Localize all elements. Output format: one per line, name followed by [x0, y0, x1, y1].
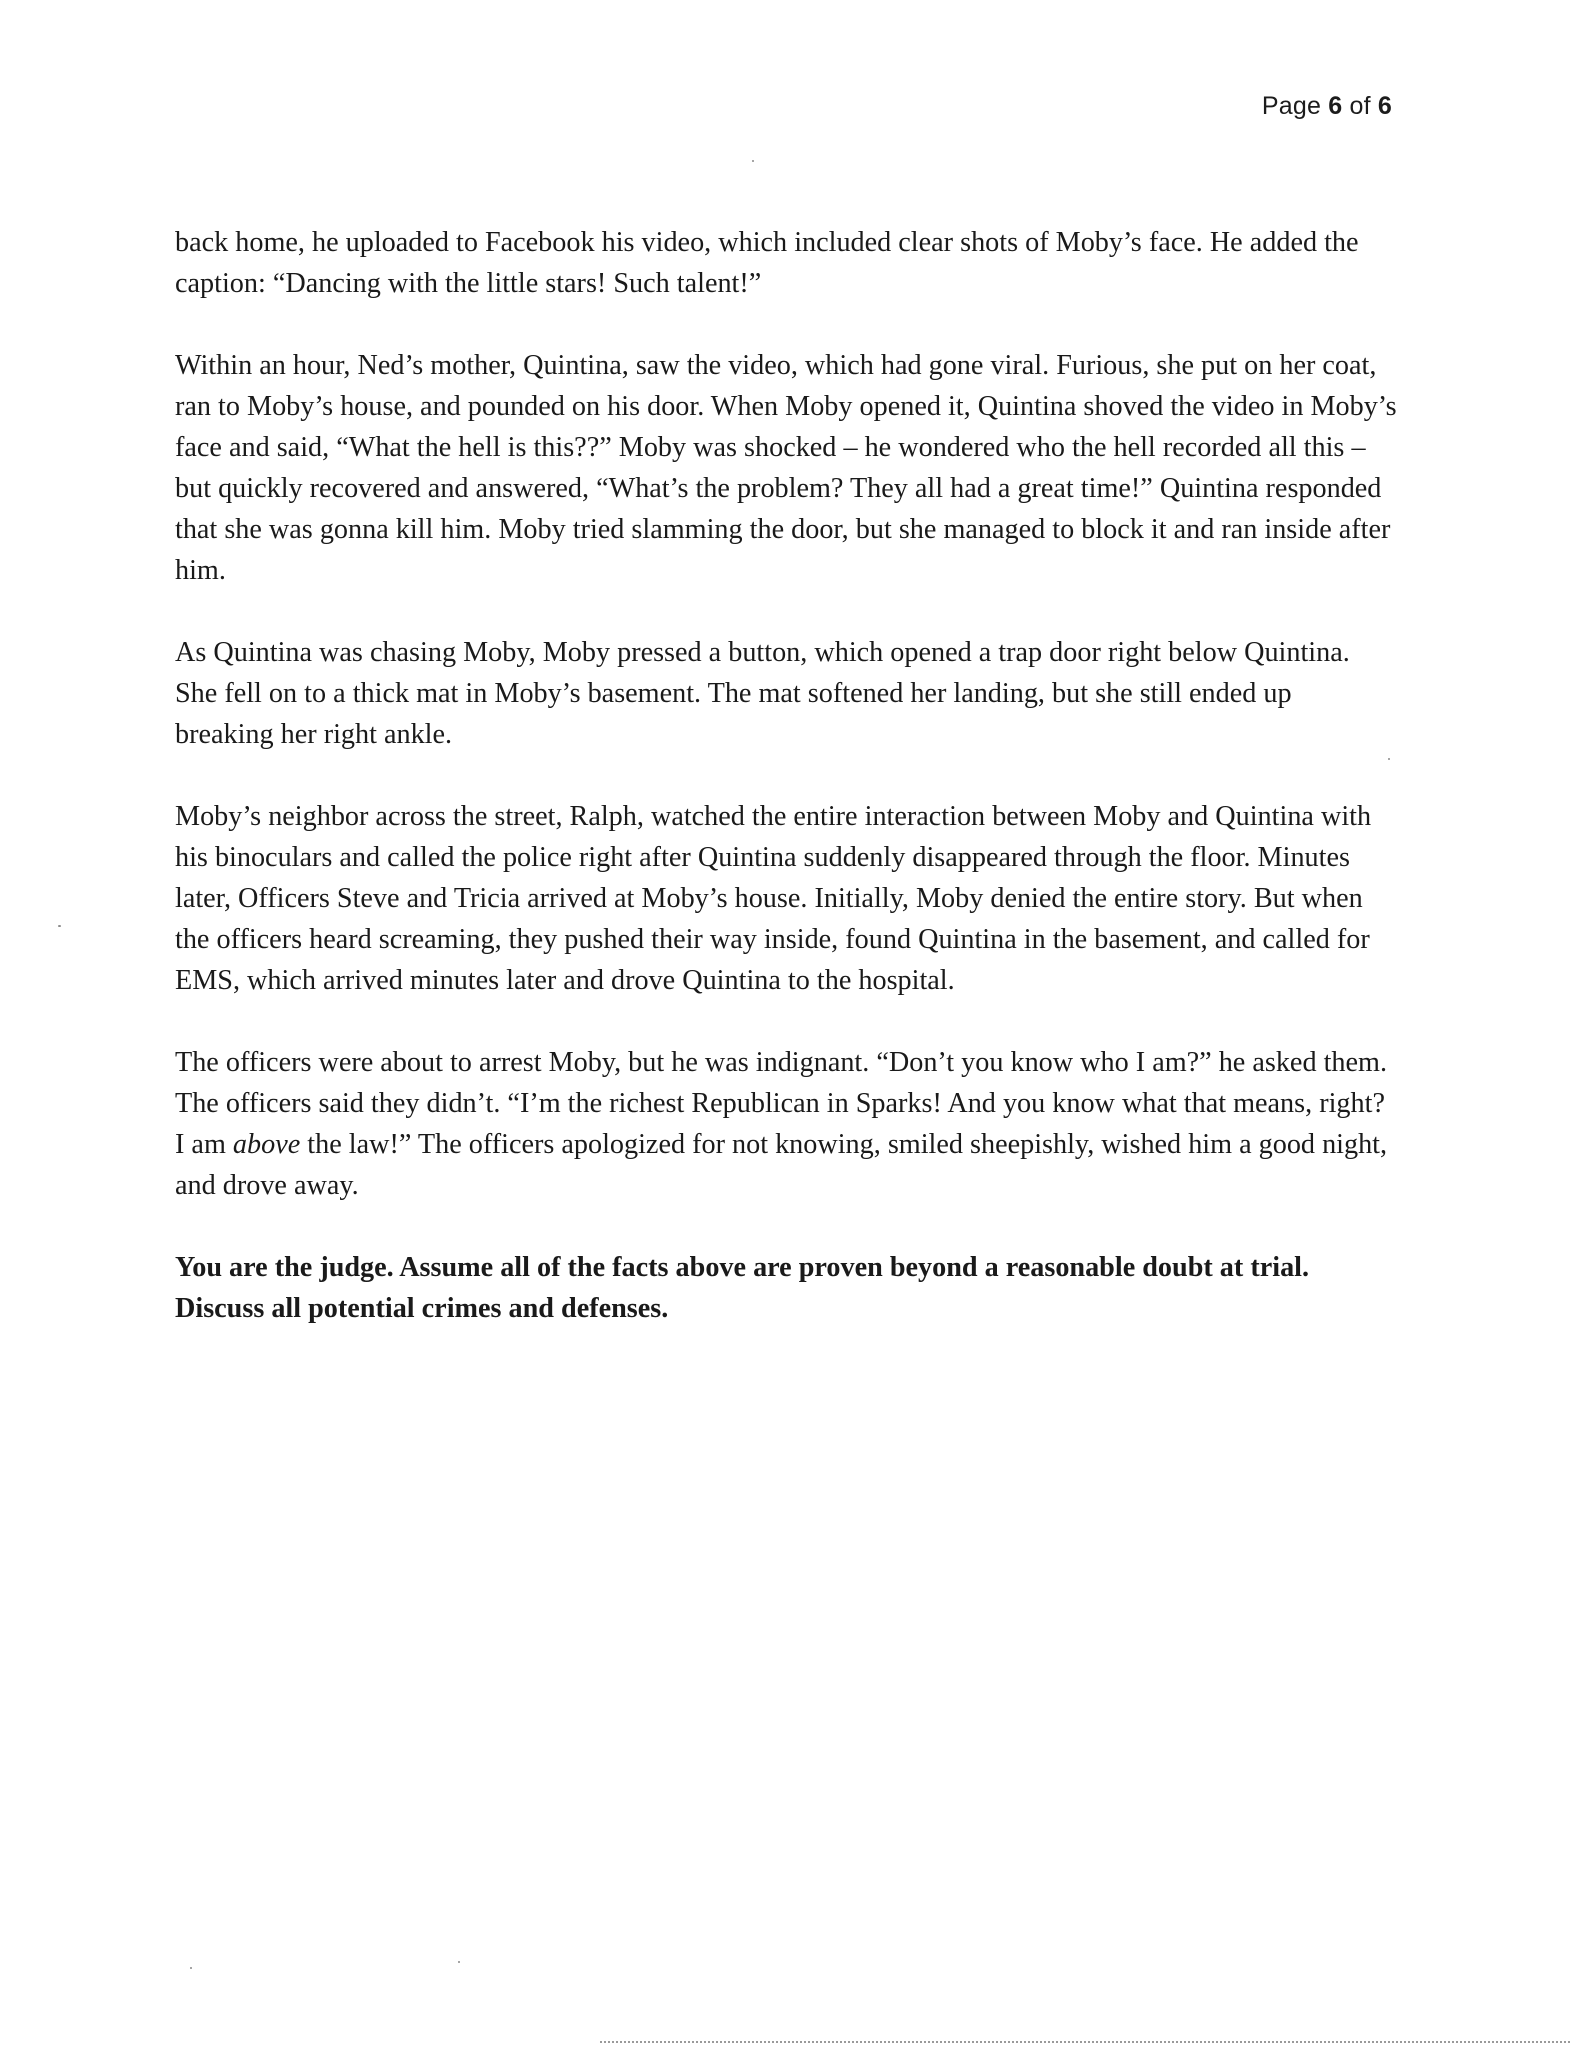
page-number [1262, 92, 1392, 121]
paragraph-3 [175, 632, 1397, 755]
scan-speck [1388, 758, 1390, 760]
paragraph-text: the law!” The officers apologized for not knowing, smiled sheepishly, wished him a good night, and drove away. [175, 1129, 1388, 1201]
paragraph-1 [175, 222, 1397, 304]
of-word: of [1349, 92, 1371, 120]
page-word: Page [1261, 92, 1322, 120]
scan-speck [58, 925, 61, 927]
current-page-number: 6 [1328, 92, 1343, 120]
paragraph-2 [175, 345, 1397, 591]
paragraph-text: As Quintina was chasing Moby, Moby pressed a button, which opened a trap door right below Quintina. She fell on to a thick mat in Moby’s basement. The mat softened her landing, but she still ended up breaking her right ankle. [175, 637, 1350, 750]
scan-speck [458, 1961, 460, 1963]
emphasized-word: above [232, 1129, 301, 1160]
paragraph-text: back home, he uploaded to Facebook his video, which included clear shots of Moby’s face. He added the caption: “Dancing with the little stars! Such talent!” [175, 227, 1359, 299]
exam-prompt: You are the judge. Assume all of the facts above are proven beyond a reasonable doubt at trial. Discuss all potential crimes and defenses. [175, 1252, 1310, 1324]
paragraph-text: The officers were about to arrest Moby, but he was indignant. “Don’t you know who I am?” he asked them. The officers said they didn’t. “I’m the richest Republican in Sparks! And you know what that means, right? I am [175, 1047, 1387, 1160]
paragraph-text: Moby’s neighbor across the street, Ralph, watched the entire interaction between Moby and Quintina with his binoculars and called the police right after Quintina suddenly disappeared through the floor. Minutes later, Officers Steve and Tricia arrived at Moby’s house. Initially, Moby denied the entire story. But when the officers heard screaming, they pushed their way inside, found Quintina in the basement, and called for EMS, which arrived minutes later and drove Quintina to the hospital. [175, 801, 1372, 996]
paragraph-5 [175, 1042, 1397, 1206]
scan-speck [752, 160, 754, 162]
document-body [175, 222, 1397, 1370]
total-pages-number: 6 [1377, 92, 1392, 120]
paragraph-4 [175, 796, 1397, 1001]
paragraph-text: Within an hour, Ned’s mother, Quintina, saw the video, which had gone viral. Furious, she put on her coat, ran to Moby’s house, and pounded on his door. When Moby opened it, Quintina shoved the video in Moby’s face and said, “What the hell is this??” Moby was shocked – he wondered who the hell recorded all this – but quickly recovered and answered, “What’s the problem? They all had a great time!” Quintina responded that she was gonna kill him. Moby tried slamming the door, but she managed to block it and ran inside after him. [175, 350, 1397, 586]
scan-speck [190, 1967, 192, 1969]
scan-edge-artifact [600, 2041, 1570, 2045]
